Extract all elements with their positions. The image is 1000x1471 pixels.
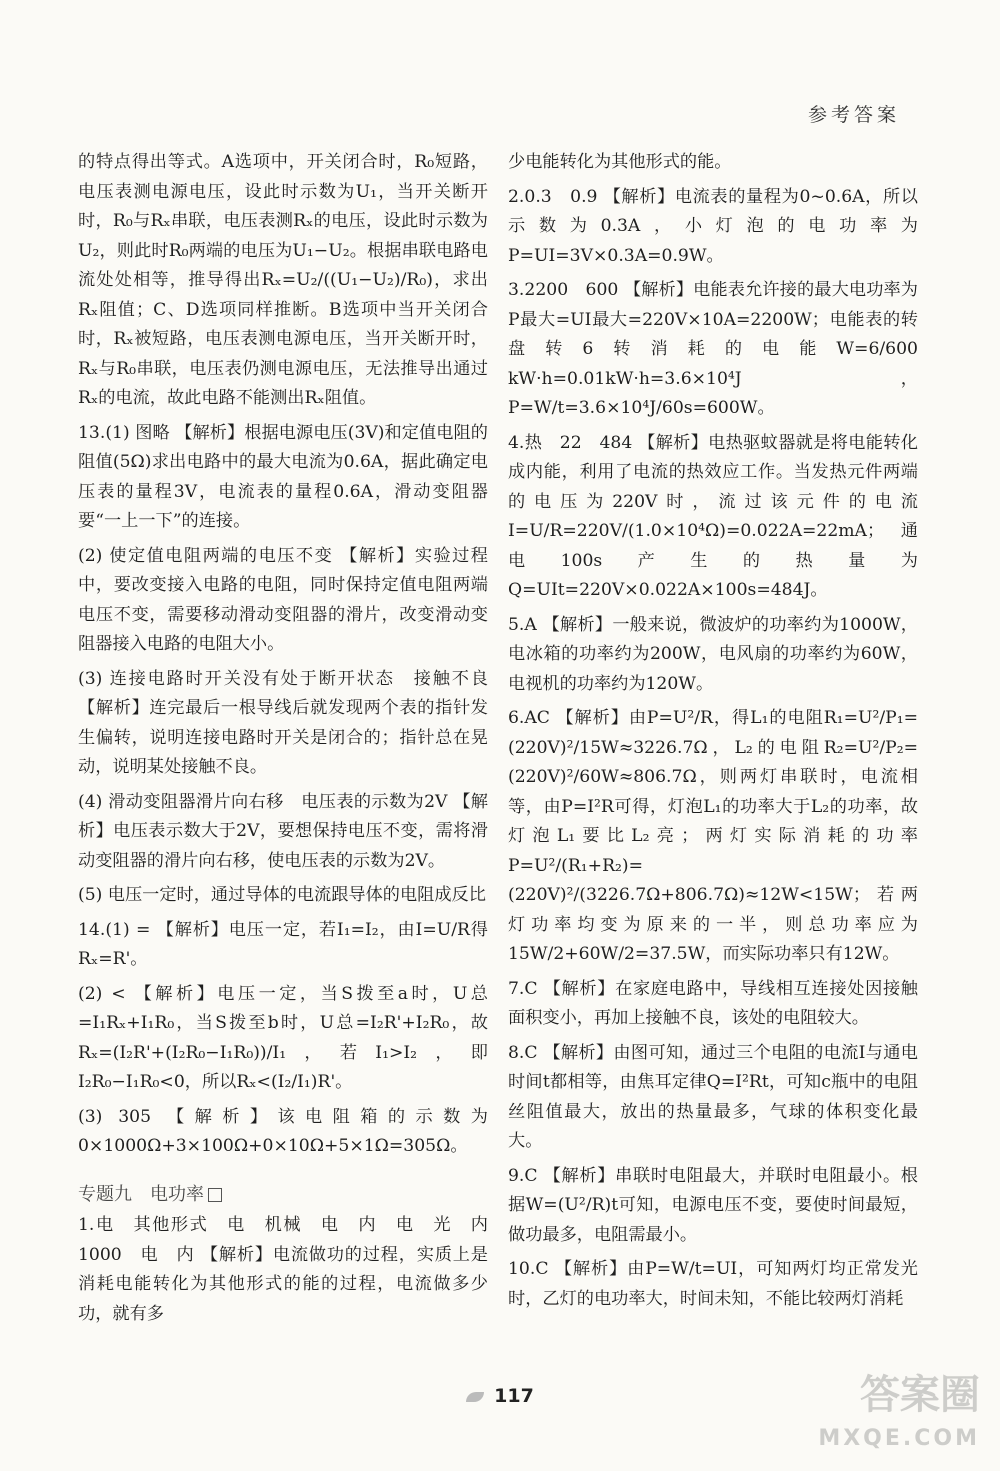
answer-paragraph: 4.热 22 484 【解析】电热驱蚊器就是将电能转化成内能，利用了电流的热效应工作。当发热元件两端的电压为220V时，流过该元件的电流I=U/R=220V/(1.0×10⁴Ω)=0.022A=22mA；通电100s产生的热量为Q=UIt=220V×0.022A×100s=484J。 (508, 432, 918, 600)
watermark (818, 1373, 980, 1461)
watermark-text: 答案圈 (860, 1372, 980, 1418)
answer-paragraph: 10.C 【解析】由P=W/t=UI，可知两灯均正常发光时，乙灯的电功率大，时间未知，不能比较两灯消耗 (508, 1259, 918, 1309)
answer-paragraph: (5) 电压一定时，通过导体的电流跟导体的电阻成反比 (78, 885, 486, 905)
answer-paragraph: 6.AC 【解析】由P=U²/R，得L₁的电阻R₁=U²/P₁=(220V)²/15W≈3226.7Ω，L₂的电阻R₂=U²/P₂=(220V)²/60W≈806.7Ω，则两灯串联时，电流相等，由P=I²R可得，灯泡L₁的功率大于L₂的功率，故灯泡L₁要比L₂亮；两灯实际消耗的功率P=U²/(R₁+R₂)=(220V)²/(3226.7Ω+806.7Ω)≈12W<15W；若两灯功率均变为原来的一半，则总功率应为15W/2+60W/2=37.5W，而实际功率只有12W。 (508, 708, 918, 964)
section-title-text: 专题九 电功率 (78, 1183, 204, 1205)
section-badge-icon (208, 1188, 222, 1202)
answer-paragraph: 的特点得出等式。A选项中，开关闭合时，R₀短路，电压表测电源电压，设此时示数为U₁，当开关断开时，R₀与Rₓ串联，电压表测Rₓ的电压，设此时示数为U₂，则此时R₀两端的电压为U₁−U₂。根据串联电路电流处处相等，推导得出Rₓ=U₂/((U₁−U₂)/R₀)，求出Rₓ阻值；C、D选项同样推断。B选项中当开关闭合时，Rₓ被短路，电压表测电源电压，当开关断开时，Rₓ与R₀串联，电压表仍测电源电压，无法推导出通过Rₓ的电流，故此电路不能测出Rₓ阻值。 (78, 152, 488, 408)
answer-paragraph: 3.2200 600 【解析】电能表允许接的最大电功率为P最大=UI最大=220V×10A=2200W；电能表的转盘转6转消耗的电能W=6/600 kW·h=0.01kW·h=3.6×10⁴J，P=W/t=3.6×10⁴J/60s=600W。 (508, 280, 918, 418)
left-column (78, 148, 506, 1334)
answer-paragraph: 5.A 【解析】一般来说，微波炉的功率约为1000W，电冰箱的功率约为200W，电风扇的功率约为60W，电视机的功率约为120W。 (508, 614, 918, 694)
answer-paragraph: 13.(1) 图略 【解析】根据电源电压(3V)和定值电阻的阻值(5Ω)求出电路中的最大电流为0.6A，据此确定电压表的量程3V，电流表的量程0.6A，滑动变阻器要“一上一下”的连接。 (78, 422, 488, 531)
answer-paragraph: 14.(1) = 【解析】电压一定，若I₁=I₂，由I=U/R得Rₓ=R'。 (78, 919, 488, 969)
section-title (78, 1180, 488, 1210)
answer-paragraph: 9.C 【解析】串联时电阻最大，并联时电阻最小。根据W=(U²/R)t可知，电源电压不变，要使时间最短，做功最多，电阻需最小。 (508, 1165, 918, 1245)
right-column (508, 148, 918, 1319)
answer-paragraph: (2) 使定值电阻两端的电压不变 【解析】实验过程中，要改变接入电路的电阻，同时保持定值电阻两端电压不变，需要移动滑动变阻器的滑片，改变滑动变阻器接入电路的电阻大小。 (78, 545, 488, 654)
page-header-title: 参考答案 (807, 104, 900, 126)
answer-paragraph: (4) 滑动变阻器滑片向右移 电压表的示数为2V 【解析】电压表示数大于2V，要想保持电压不变，需将滑动变阻器的滑片向右移，使电压表的示数为2V。 (78, 791, 488, 871)
leaf-icon (466, 1392, 484, 1402)
answer-paragraph: 7.C 【解析】在家庭电路中，导线相互连接处因接触面积变小，再加上接触不良，该处的电阻较大。 (508, 978, 918, 1028)
watermark-url: MXQE.COM (818, 1426, 980, 1451)
answer-paragraph: 少电能转化为其他形式的能。 (508, 152, 732, 172)
answer-paragraph: (2) < 【解析】电压一定，当S拨至a时，U总=I₁Rₓ+I₁R₀，当S拨至b时，U总=I₂R'+I₂R₀，故Rₓ=(I₂R'+(I₂R₀−I₁R₀))/I₁，若I₁>I₂，即I₂R₀−I₁R₀<0，所以Rₓ<(I₂/I₁)R'。 (78, 983, 488, 1092)
page-number-text: 117 (494, 1385, 534, 1407)
answer-paragraph: 8.C 【解析】由图可知，通过三个电阻的电流I与通电时间t都相等，由焦耳定律Q=I²Rt，可知c瓶中的电阻丝阻值最大，放出的热量最多，气球的体积变化最大。 (508, 1042, 918, 1151)
answer-paragraph: (3) 连接电路时开关没有处于断开状态 接触不良 【解析】连完最后一根导线后就发现两个表的指针发生偏转，说明连接电路时开关是闭合的；指针总在晃动，说明某处接触不良。 (78, 668, 488, 777)
answer-paragraph: (3) 305 【解析】该电阻箱的示数为0×1000Ω+3×100Ω+0×10Ω+5×1Ω=305Ω。 (78, 1106, 488, 1156)
answer-paragraph: 1.电 其他形式 电 机械 电 内 电 光 内 1000 电 内 【解析】电流做功的过程，实质上是消耗电能转化为其他形式的能的过程，电流做多少功，就有多 (78, 1215, 506, 1324)
answer-paragraph: 2.0.3 0.9 【解析】电流表的量程为0~0.6A，所以示数为0.3A，小灯泡的电功率为P=UI=3V×0.3A=0.9W。 (508, 186, 918, 266)
